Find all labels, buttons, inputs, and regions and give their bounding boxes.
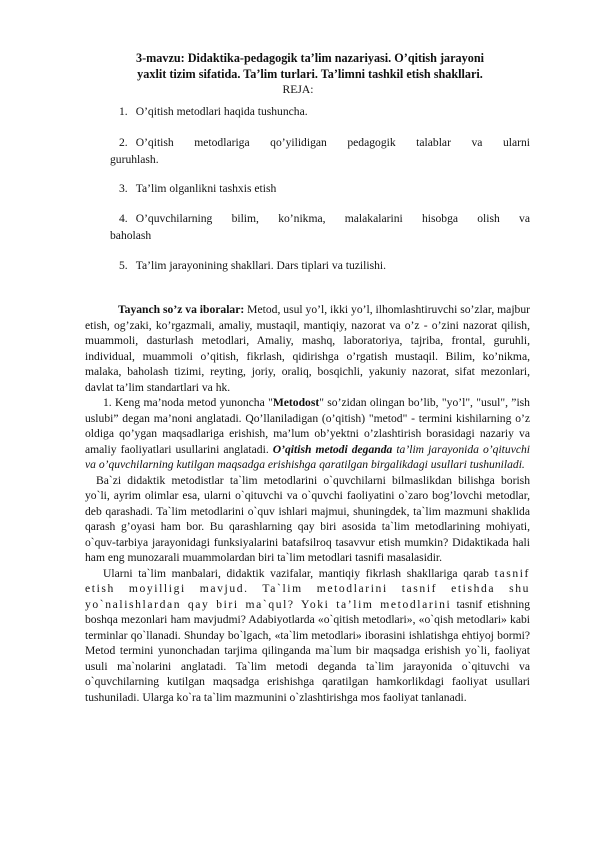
- plan-item-number: 2.: [119, 136, 128, 149]
- title-line-2: yaxlit tizim sifatida. Ta’lim turlari. Ta’limni tashkil etish shakllari.: [137, 66, 483, 81]
- letterspaced-text: tasnif etish moyilligi mavjud. Ta`lim metodlarini tasnif etishda shu yo`nalishlardan qay biri ma`qul? Yoki ta’lim metodlarini: [85, 566, 530, 611]
- plan-item-line: [119, 135, 530, 151]
- plan-item-text: O’quvchilarning bilim, ko’nikma, malakalarini hisobga olish va: [135, 212, 530, 225]
- italic-definition: ta’lim jarayonida o’qituvchi va o’quvchilarning kutilgan maqsadga erishishga qaratilgan birgalikdagi usullari tushuniladi.: [85, 442, 531, 471]
- plan-item-3: [119, 181, 529, 197]
- plan-heading: REJA:: [282, 83, 314, 96]
- title-line-1: 3-mavzu: Didaktika-pedagogik ta’lim nazariyasi. O’qitish jarayoni: [135, 51, 485, 65]
- main-text: [85, 302, 530, 705]
- plan-item-2: [119, 135, 530, 151]
- plan-item-number: 3.: [119, 182, 128, 195]
- page-title: [110, 51, 510, 82]
- plan-item-2-continuation: guruhlash.: [110, 153, 159, 166]
- plan-item-text: Ta’lim jarayonining shakllari. Dars tiplari va tuzilishi.: [135, 259, 387, 272]
- paragraph-method-definition: [85, 395, 530, 473]
- plan-item-4-continuation: baholash: [110, 229, 152, 242]
- plan-item-line: [119, 211, 530, 227]
- plan-item-text: O’qitish metodlariga qo’yilidigan pedagogik talablar va ularni: [135, 136, 530, 149]
- paragraph-text: Ularni ta`lim manbalari, didaktik vazifalar, mantiqiy fikrlash shakllariga qarab: [103, 566, 495, 580]
- paragraph-text: 1. Keng ma’noda metod yunoncha ": [103, 396, 273, 409]
- paragraph-text: " so’zidan olingan bo’lib, "yo’l", "usul", ”ish uslubi” degan ma’noni anglatadi. Qo’llaniladigan (o’qitish) "metod" - termini kishilarning o’z oldiga qo’ygan maqsadlariga erishish, ma’lum ob’yektni o’zlashtirish borasidagi nazariy va amaliy faoliyatlari usullarini anglatadi.: [85, 396, 530, 456]
- paragraph-method-views: Ba`zi didaktik metodistlar ta`lim metodlarini o`quvchilarni bilmaslikdan bilishga borish yo`li, ayrim olimlar esa, ularni o`qituvchi va o`quvchi faoliyatini o`zaro bog’lovchi metodlar, deb qarashadi. Ta`lim metodlarini o`quv ishlari majmui, shuningdek, ta`lim mazmuni shaklida qarash g’oyasi ham bor. Bu qarashlarning qay biri asosida ta`lim metodlarining mohiyati, o`quv-tarbiya jarayonidagi funksiyalarini batafsilroq tasavvur etish mumkin? Didaktikada hali ham eng munozarali muammolardan biri ta`lim metodlari tasnifi masalasidir.: [85, 473, 530, 564]
- plan-item-number: 5.: [119, 259, 128, 272]
- plan-item-5: [119, 258, 529, 274]
- plan-item-4: [119, 211, 530, 227]
- bold-italic-term: O’qitish metodi deganda: [272, 442, 393, 456]
- paragraph-method-classification: [85, 566, 530, 706]
- paragraph-key-terms: [85, 302, 530, 395]
- plan-item-text: Ta’lim olganlikni tashxis etish: [135, 182, 277, 195]
- plan-item-1: [119, 104, 529, 120]
- bold-term: Metodost: [272, 396, 320, 409]
- key-terms-text: Metod, usul yo’l, ikki yo’l, ilhomlashtiruvchi so’zlar, majbur etish, og’zaki, ko’rgazmali, amaliy, mustaqil, mantiqiy, nazorat va o’z - o’zini nazorat qilish, muammoli, dasturlash metodlari, Amaliy, mashq, laboratoriya, tajriba, frontal, guruhli, individual, muammoli o’qitish, fikrlash, qidirishga o’rgatish mustaqil. Bilim, ko’nikma, malaka, baholash tizimi, reyting, joriy, oraliq, bosqichli, yakuniy nazorat, sifat mezonlari, davlat ta’lim standartlari va hk.: [85, 303, 530, 394]
- plan-item-number: 4.: [119, 212, 128, 225]
- plan-item-number: 1.: [119, 105, 128, 118]
- paragraph-text: tasnif etishning boshqa mezonlari ham mavjudmi? Adabiyotlarda «o`qitish metodlari», «o`qish metodlari» kabi terminlar qo`llanadi. Shunday bo`lgach, «ta`lim metodlari» iborasini ishlatishga ehtiyoj bormi? Metod termini yunonchadan tarjima qilinganda ma`lum bir maqsadga erishish yo`li, faoliyat usuli ma`nolarini anglatadi. Ta`lim metodi deganda ta`lim jarayonida o`qituvchi va o`quvchilarning kutilgan maqsadga erishishga qaratilgan hamkorlikdagi faoliyat usullari tushuniladi. Ularga ko`ra ta`lim mazmunini o`zlashtirishga mos faoliyat tanlanadi.: [85, 597, 530, 704]
- key-terms-label: Tayanch so’z va iboralar:: [118, 303, 245, 316]
- plan-item-text: O’qitish metodlari haqida tushuncha.: [135, 105, 308, 118]
